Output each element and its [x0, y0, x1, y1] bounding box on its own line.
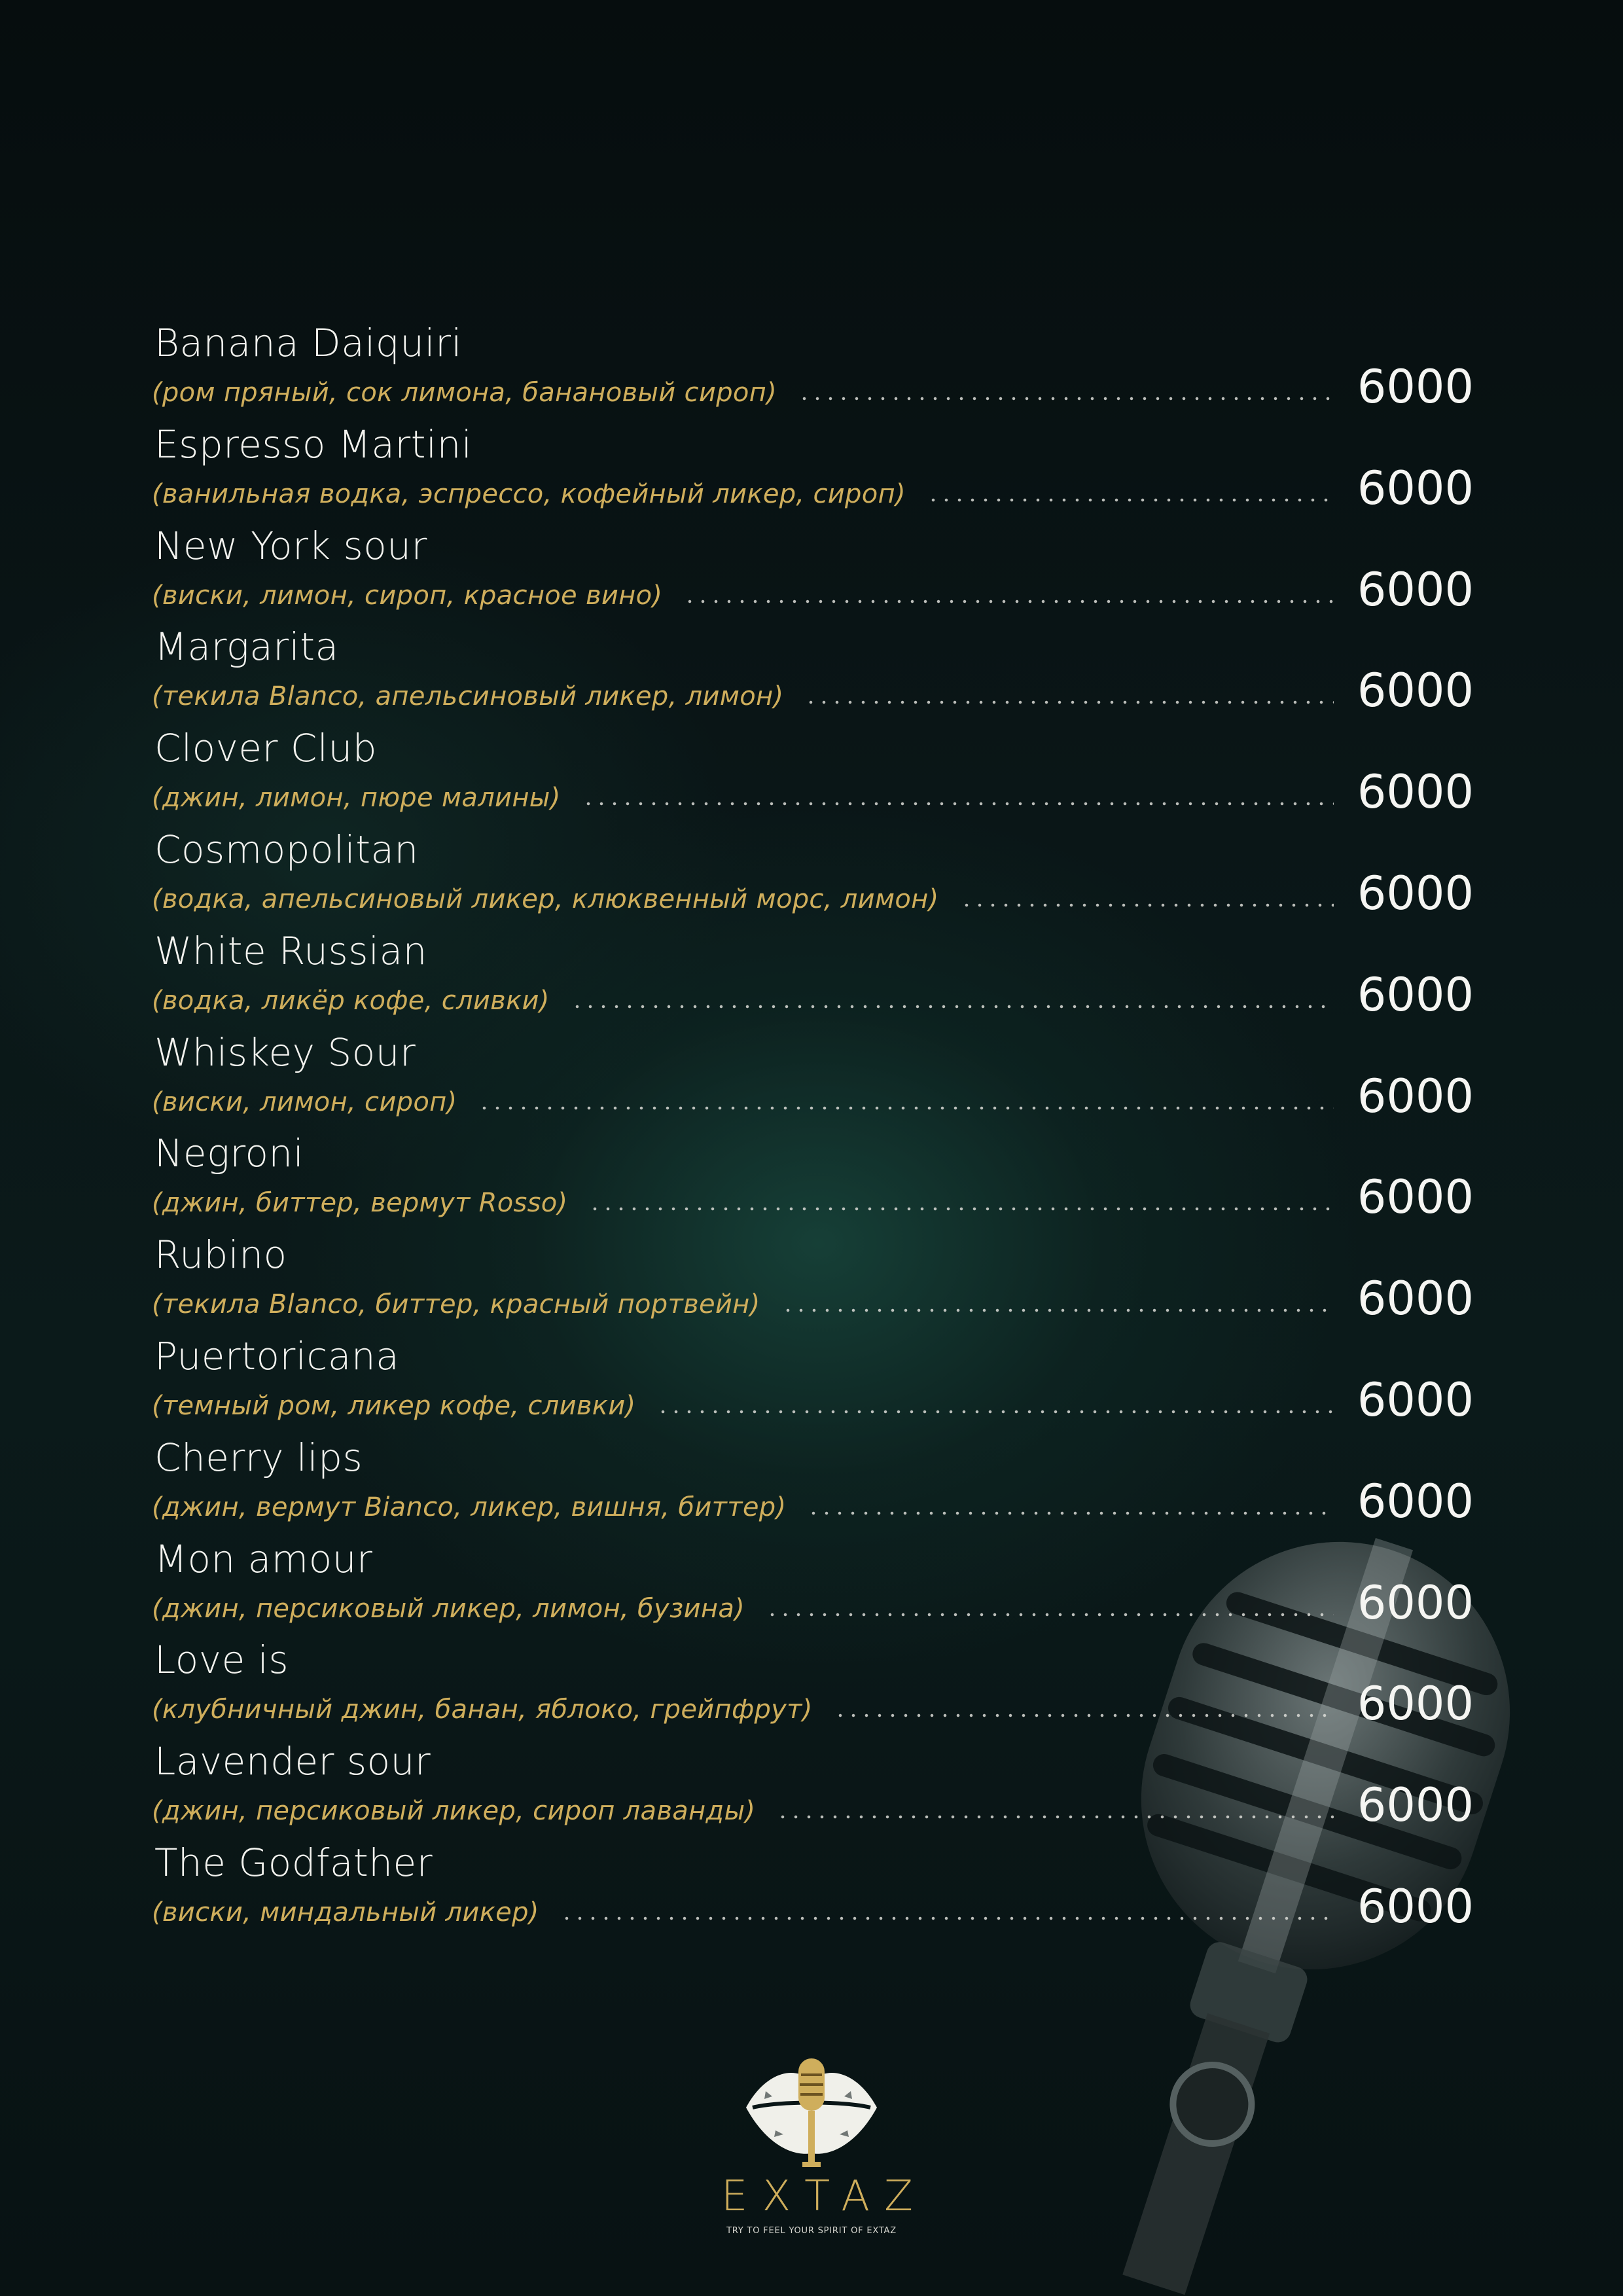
- item-price: 6000: [1357, 1372, 1474, 1427]
- item-description: (джин, биттер, вермут Rosso): [152, 1188, 568, 1219]
- item-name: New York sour: [154, 523, 427, 568]
- item-description: (клубничный джин, банан, яблоко, грейпфрут): [152, 1695, 813, 1725]
- item-price: 6000: [1357, 1575, 1474, 1630]
- item-name: White Russian: [154, 928, 427, 973]
- menu-item: [152, 1435, 1474, 1537]
- item-price: 6000: [1357, 1069, 1474, 1123]
- dot-leader: [804, 700, 1333, 704]
- item-price: 6000: [1357, 765, 1474, 819]
- cocktail-menu: [152, 321, 1474, 1942]
- item-description: (джин, лимон, пюре малины): [152, 783, 561, 814]
- menu-item: [152, 1232, 1474, 1334]
- menu-item: [152, 422, 1474, 524]
- menu-item: [152, 1030, 1474, 1132]
- item-price: 6000: [1357, 562, 1474, 617]
- item-name: Margarita: [154, 624, 339, 670]
- item-name: Puertoricana: [154, 1333, 400, 1378]
- dot-leader: [656, 1410, 1333, 1414]
- dot-leader: [478, 1106, 1333, 1110]
- item-name: The Godfather: [154, 1840, 433, 1885]
- dot-leader: [781, 1308, 1334, 1312]
- item-name: Love is: [154, 1638, 289, 1683]
- item-description: (виски, лимон, сироп): [152, 1086, 457, 1117]
- dot-leader: [683, 600, 1334, 603]
- item-price: 6000: [1357, 1677, 1474, 1731]
- item-name: Cosmopolitan: [154, 827, 419, 872]
- item-description: (водка, апельсиновый ликер, клюквенный морс, лимон): [152, 884, 939, 914]
- dot-leader: [798, 397, 1334, 401]
- item-description: (текила Blanco, биттер, красный портвейн): [152, 1289, 760, 1320]
- item-name: Negroni: [154, 1131, 304, 1176]
- menu-item: [152, 1638, 1474, 1739]
- menu-item: [152, 524, 1474, 625]
- item-name: Rubino: [154, 1232, 287, 1278]
- menu-item: [152, 929, 1474, 1030]
- item-price: 6000: [1357, 1879, 1474, 1933]
- item-description: (джин, вермут Bianco, ликер, вишня, биттер): [152, 1492, 787, 1522]
- item-description: (джин, персиковый ликер, лимон, бузина): [152, 1593, 745, 1624]
- item-description: (водка, ликёр кофе, сливки): [152, 985, 550, 1016]
- item-price: 6000: [1357, 461, 1474, 515]
- item-price: 6000: [1357, 1272, 1474, 1326]
- menu-item: [152, 1131, 1474, 1232]
- brand-tagline: TRY TO FEEL YOUR SPIRIT OF EXTAZ: [726, 2226, 897, 2236]
- item-description: (виски, миндальный ликер): [152, 1897, 539, 1928]
- item-name: Espresso Martini: [154, 422, 473, 467]
- menu-item: [152, 1739, 1474, 1840]
- dot-leader: [834, 1713, 1334, 1717]
- brand-logo: [707, 2045, 927, 2236]
- item-price: 6000: [1357, 1170, 1474, 1225]
- item-name: Banana Daiquiri: [154, 321, 463, 365]
- item-description: (ванильная водка, эспрессо, кофейный ликер, сироп): [152, 478, 906, 509]
- dot-leader: [960, 903, 1334, 907]
- dot-leader: [560, 1916, 1334, 1920]
- item-description: (ром пряный, сок лимона, банановый сироп): [152, 378, 777, 408]
- brand-name: EXTAZ: [721, 2172, 927, 2221]
- item-description: (джин, персиковый ликер, сироп лаванды): [152, 1796, 756, 1827]
- item-price: 6000: [1357, 664, 1474, 718]
- dot-leader: [776, 1815, 1334, 1819]
- dot-leader: [571, 1005, 1334, 1009]
- menu-item: [152, 1840, 1474, 1942]
- item-name: Cherry lips: [154, 1435, 363, 1480]
- dot-leader: [807, 1511, 1333, 1515]
- item-price: 6000: [1357, 967, 1474, 1022]
- menu-item: [152, 321, 1474, 422]
- item-description: (виски, лимон, сироп, красное вино): [152, 580, 663, 611]
- menu-item: [152, 1334, 1474, 1435]
- dot-leader: [766, 1613, 1334, 1617]
- item-name: Mon amour: [154, 1536, 373, 1581]
- item-name: Whiskey Sour: [154, 1030, 416, 1075]
- dot-leader: [588, 1207, 1333, 1211]
- dot-leader: [927, 498, 1334, 502]
- item-price: 6000: [1357, 866, 1474, 920]
- dot-leader: [582, 802, 1334, 806]
- item-description: (темный ром, ликер кофе, сливки): [152, 1390, 636, 1421]
- menu-item: [152, 1537, 1474, 1638]
- menu-item: [152, 827, 1474, 929]
- item-name: Lavender sour: [154, 1739, 431, 1784]
- item-price: 6000: [1357, 1778, 1474, 1833]
- item-price: 6000: [1357, 1474, 1474, 1528]
- menu-item: [152, 726, 1474, 827]
- lips-microphone-logo: [740, 2045, 883, 2176]
- item-description: (текила Blanco, апельсиновый ликер, лимон): [152, 681, 784, 712]
- item-price: 6000: [1357, 360, 1474, 414]
- menu-item: [152, 624, 1474, 726]
- item-name: Clover Club: [154, 726, 378, 771]
